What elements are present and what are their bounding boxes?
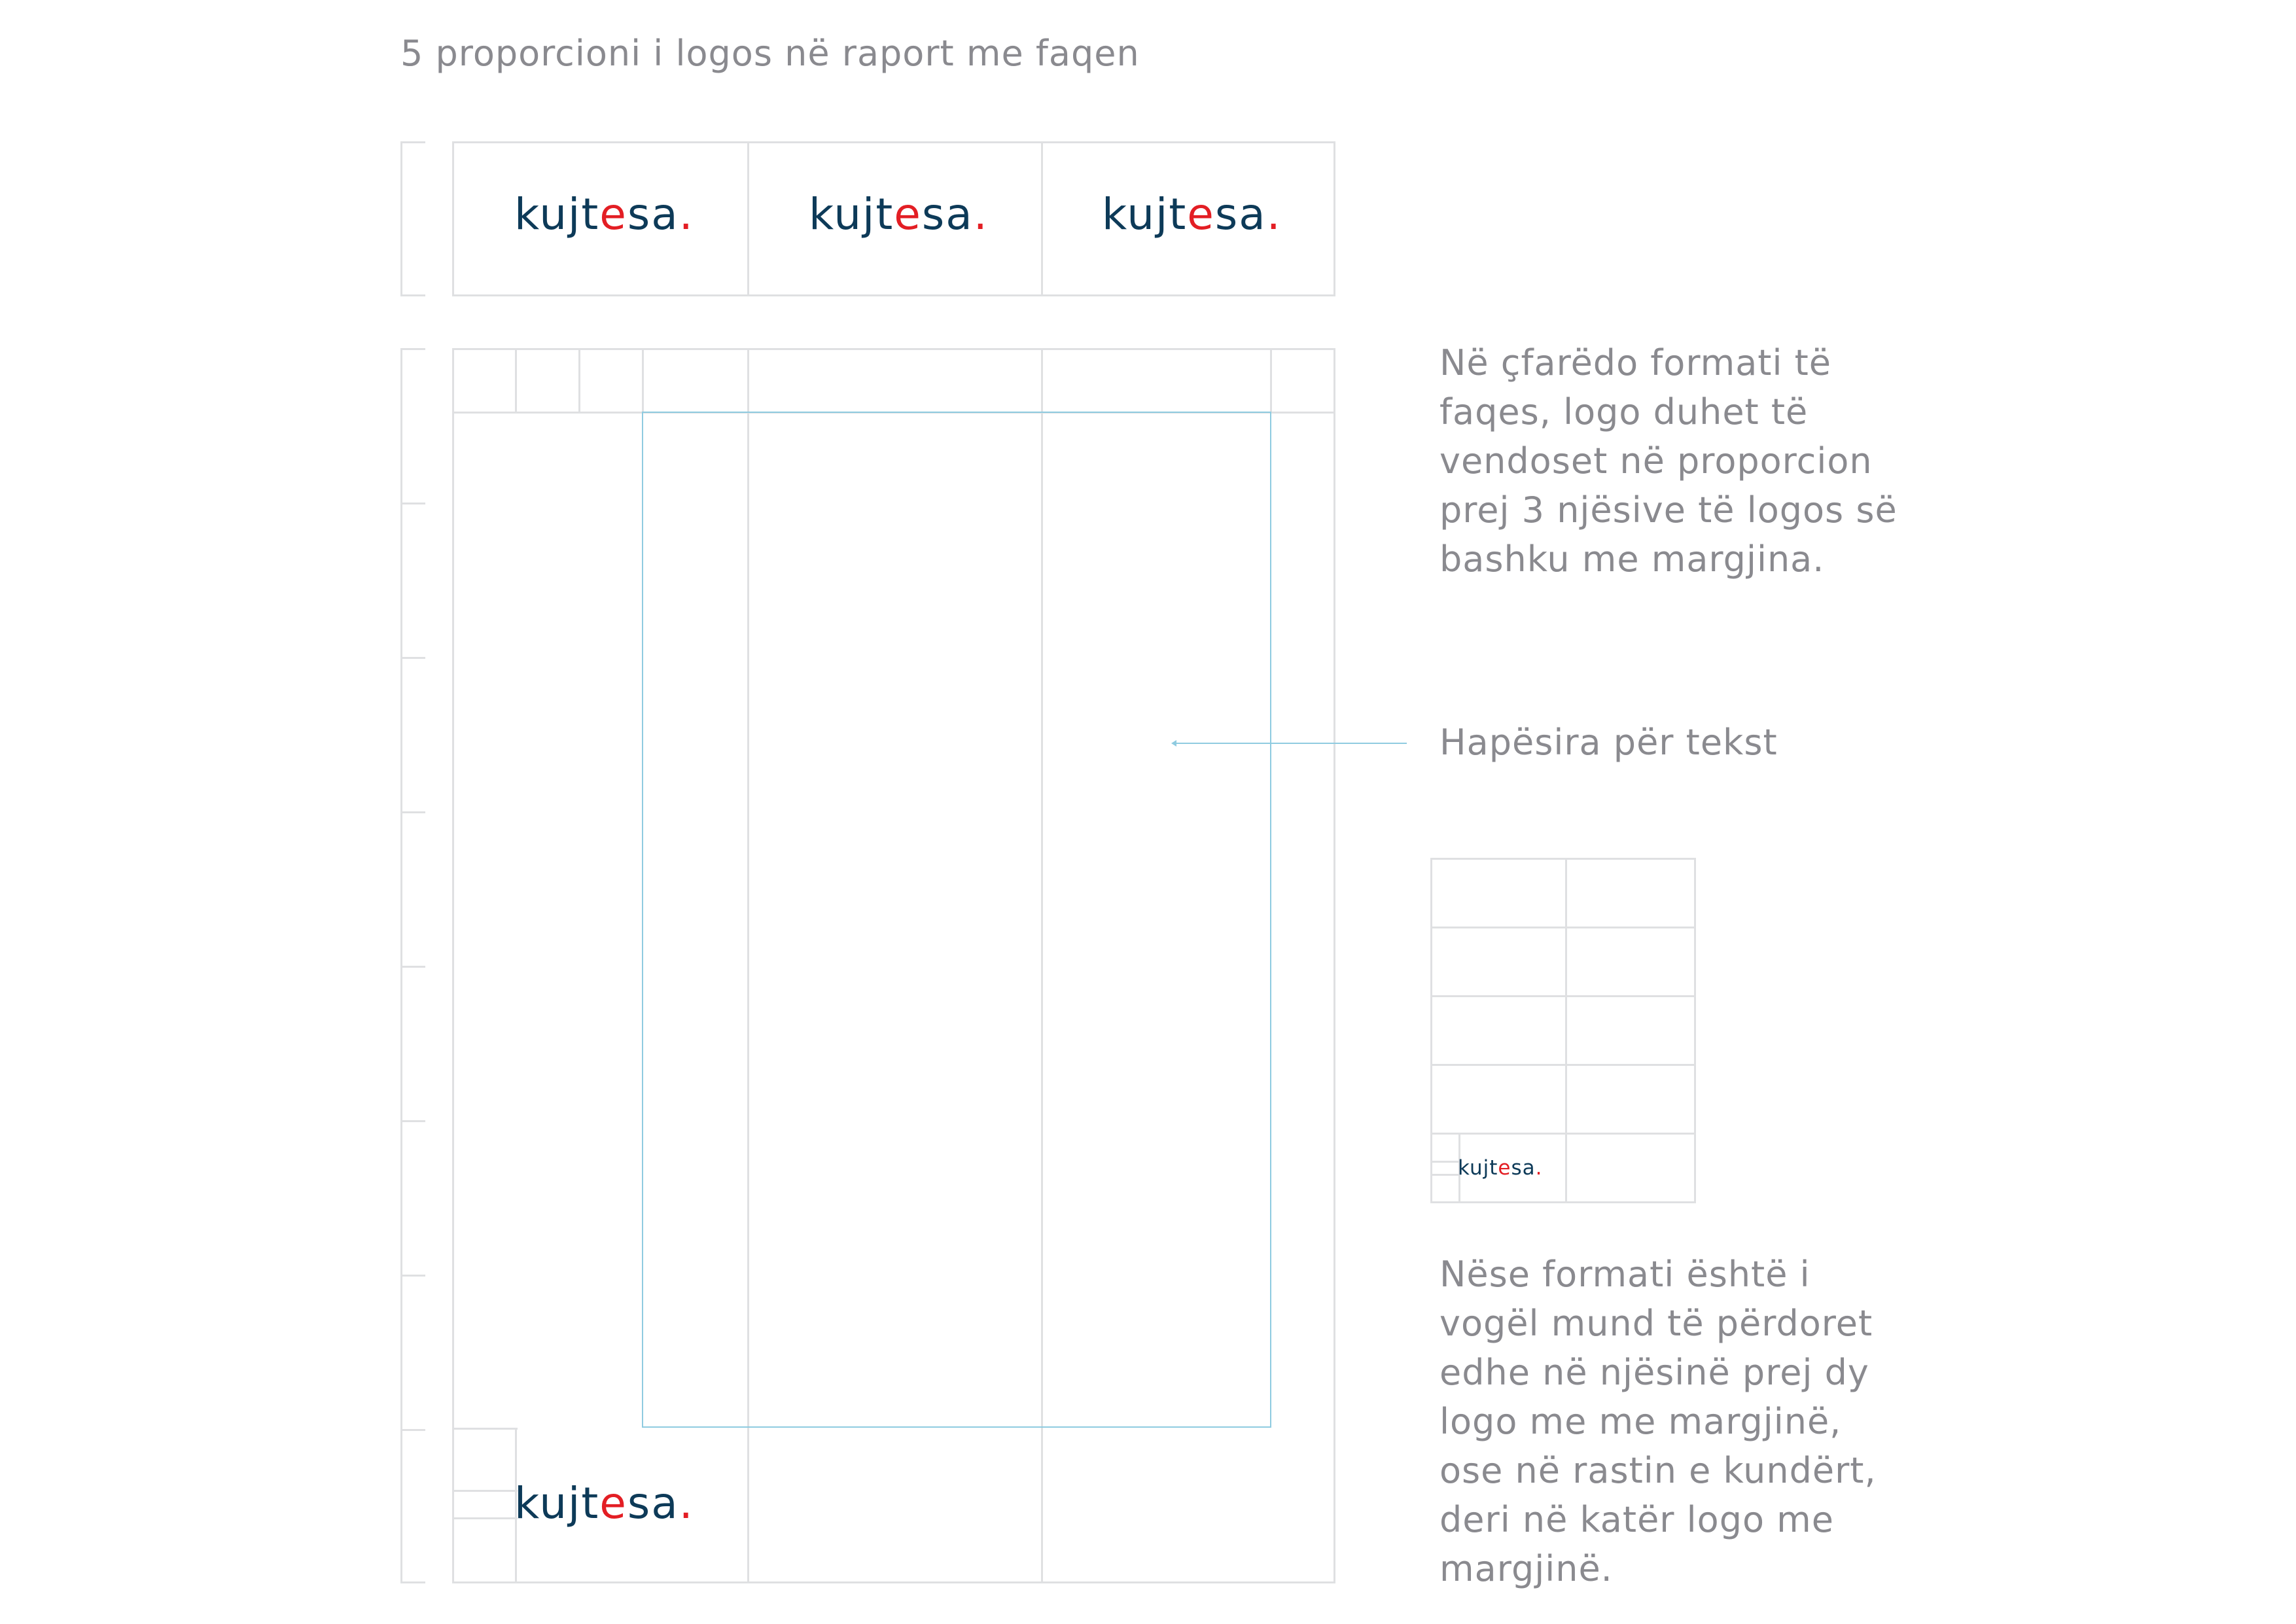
paragraph-small-format: Nëse formati është i vogël mund të përdoret edhe në njësinë prej dy logo me me margjinë, ose në rastin e kundërt, deri në katër logo me margjinë. bbox=[1439, 1254, 1877, 1589]
page-heading: 5 proporcioni i logos në raport me faqen bbox=[400, 33, 1140, 74]
paragraph-logo-proportion: Në çfarëdo formati të faqes, logo duhet të vendoset në proporcion prej 3 njësive të logos së bashku me margjina. bbox=[1439, 342, 1898, 580]
brand-logo: kujtesa. bbox=[809, 189, 989, 239]
arrow-head-icon bbox=[1171, 740, 1176, 747]
brand-logo: kujtesa. bbox=[514, 1478, 694, 1528]
label-text-space: Hapësira për tekst bbox=[1439, 722, 1778, 763]
brand-logo: kujtesa. bbox=[1102, 189, 1282, 239]
text-area-guide bbox=[642, 412, 1271, 1428]
brand-logo: kujtesa. bbox=[514, 189, 694, 239]
brand-logo: kujtesa. bbox=[1458, 1156, 1543, 1180]
pointer-arrow bbox=[1175, 743, 1407, 744]
